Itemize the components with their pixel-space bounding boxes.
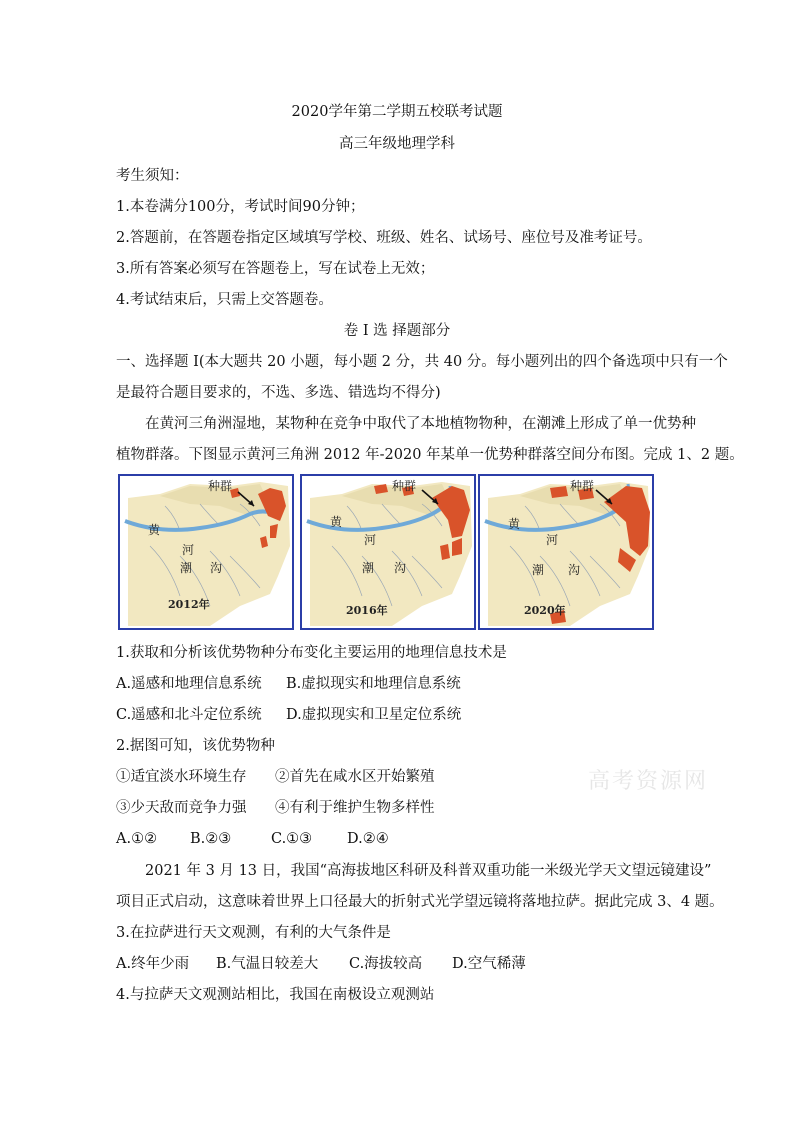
- river-char: 河: [182, 543, 195, 557]
- notice-item: 1.本卷满分100分，考试时间90分钟；: [116, 199, 365, 215]
- statement-3: ③少天敌而竞争力强: [116, 800, 247, 816]
- question-stem: 1.获取和分析该优势物种分布变化主要运用的地理信息技术是: [116, 645, 507, 661]
- exam-subtitle: 高三年级地理学科: [339, 136, 455, 152]
- option-d: D.空气稀薄: [452, 956, 526, 972]
- gully-char: 潮: [362, 561, 375, 575]
- species-label: 种群: [208, 479, 233, 493]
- option-b: B.②③: [190, 831, 232, 847]
- passage-text: 在黄河三角洲湿地，某物种在竞争中取代了本地植物物种，在潮滩上形成了单一优势种: [145, 416, 696, 432]
- delta-map-2020: [478, 474, 654, 630]
- river-char: 黄: [148, 523, 161, 537]
- option-b: B.虚拟现实和地理信息系统: [286, 676, 461, 692]
- passage-text: 2021 年 3 月 13 日，我国“高海拔地区科研及科普双重功能一米级光学天文望远镜建设”: [145, 863, 712, 879]
- river-char: 黄: [330, 515, 343, 529]
- delta-map-2016: [300, 474, 476, 630]
- statement-1: ①适宜淡水环境生存: [116, 769, 247, 785]
- section-instruction: 是最符合题目要求的，不选、多选、错选均不得分): [116, 385, 441, 401]
- option-c: C.遥感和北斗定位系统: [116, 707, 262, 723]
- gully-char: 潮: [532, 563, 545, 577]
- river-char: 河: [546, 533, 559, 547]
- option-b: B.气温日较差大: [216, 956, 319, 972]
- notice-item: 3.所有答案必须写在答题卷上，写在试卷上无效；: [116, 261, 435, 277]
- option-d: D.②④: [347, 831, 389, 847]
- option-a: A.终年少雨: [116, 956, 190, 972]
- question-stem: 2.据图可知，该优势物种: [116, 738, 275, 754]
- question-stem: 4.与拉萨天文观测站相比，我国在南极设立观测站: [116, 987, 435, 1003]
- species-label: 种群: [570, 479, 595, 493]
- year-label: 2012年: [168, 598, 210, 611]
- option-a: A.①②: [116, 831, 158, 847]
- option-a: A.遥感和地理信息系统: [116, 676, 262, 692]
- year-label: 2020年: [524, 604, 566, 617]
- option-d: D.虚拟现实和卫星定位系统: [286, 707, 462, 723]
- section-instruction: 一、选择题 I(本大题共 20 小题，每小题 2 分，共 40 分。每小题列出的四个备选项中只有一个: [116, 354, 728, 370]
- gully-char: 沟: [210, 561, 223, 575]
- species-label: 种群: [392, 479, 417, 493]
- gully-char: 潮: [180, 561, 193, 575]
- watermark-text: 高考资源网: [588, 769, 709, 794]
- notice-item: 4.考试结束后，只需上交答题卷。: [116, 292, 333, 308]
- exam-title: 2020学年第二学期五校联考试题: [291, 104, 503, 120]
- year-label: 2016年: [346, 604, 388, 617]
- statement-2: ②首先在咸水区开始繁殖: [275, 769, 435, 785]
- passage-text: 植物群落。下图显示黄河三角洲 2012 年-2020 年某单一优势种群落空间分布图。完成 1、2 题。: [116, 447, 744, 463]
- gully-char: 沟: [394, 561, 407, 575]
- passage-text: 项目正式启动，这意味着世界上口径最大的折射式光学望远镜将落地拉萨。据此完成 3、4 题。: [116, 894, 724, 910]
- section-title: 卷 I 选 择题部分: [343, 323, 451, 339]
- question-stem: 3.在拉萨进行天文观测，有利的大气条件是: [116, 925, 391, 941]
- gully-char: 沟: [568, 563, 581, 577]
- option-c: C.海拔较高: [349, 956, 423, 972]
- notice-item: 2.答题前，在答题卷指定区域填写学校、班级、姓名、试场号、座位号及准考证号。: [116, 230, 652, 246]
- statement-4: ④有利于维护生物多样性: [275, 800, 435, 816]
- delta-map-2012: [118, 474, 294, 630]
- river-char: 河: [364, 533, 377, 547]
- notice-heading: 考生须知：: [116, 168, 189, 184]
- option-c: C.①③: [271, 831, 313, 847]
- river-char: 黄: [508, 517, 521, 531]
